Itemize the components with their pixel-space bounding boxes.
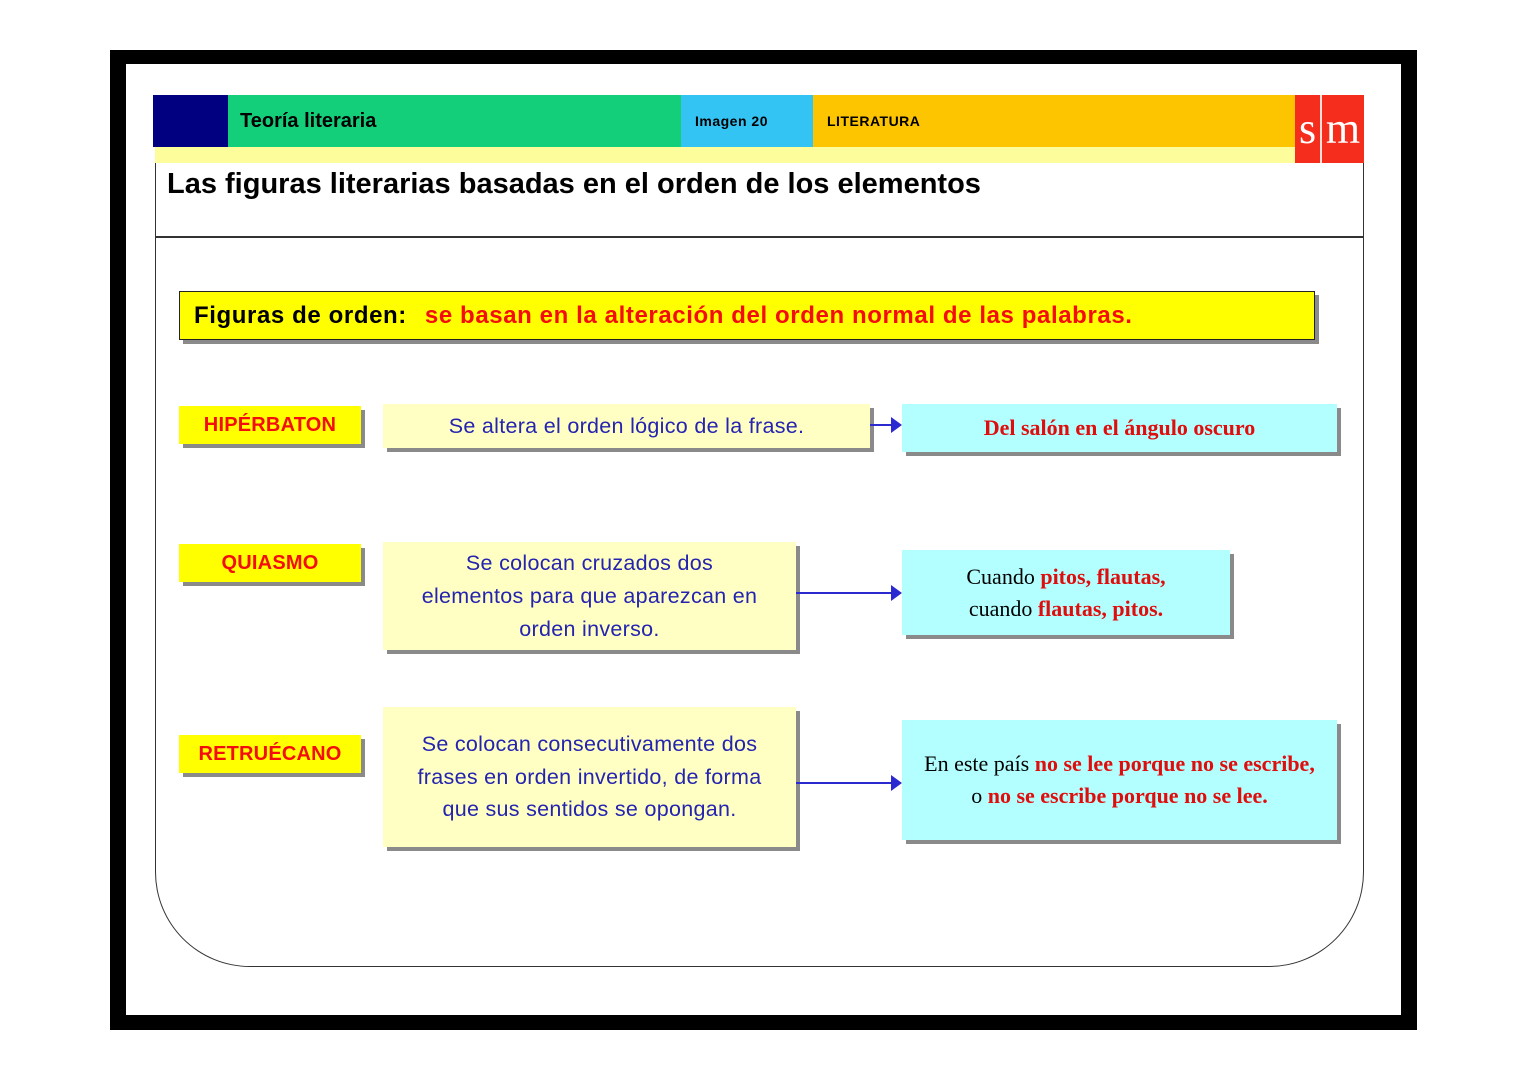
example-text: Del salón en el ángulo oscuro [983,415,1256,440]
example-text-emphasis: no se lee porque no se escribe, [1034,751,1315,776]
title-divider [155,236,1364,238]
example-text-plain: En este país [924,751,1035,776]
definition-text: se basan en la alteración del orden normal de las palabras. [424,301,1133,329]
arrow-right-icon [870,424,900,426]
header-section [228,95,681,147]
header-subject [813,95,1295,147]
arrow-right-icon [796,782,900,784]
header-image-number [681,95,813,147]
page-title: Las figuras literarias basadas en el orden de los elementos [167,168,981,200]
header-navy-block [153,95,228,147]
logo-letter-m: m [1322,95,1364,163]
example-text-emphasis: pitos, flautas, [1040,563,1166,589]
sm-logo [1295,95,1364,163]
example-text-plain: Cuando [966,563,1041,589]
image-label: Imagen 20 [695,113,768,129]
example-text-emphasis: flautas, pitos. [1037,595,1164,621]
example-text-plain: o [971,783,988,808]
subject-label: LITERATURA [827,113,921,129]
example-text-plain: cuando [968,595,1038,621]
example-quiasmo [902,550,1230,635]
arrow-right-icon [796,592,900,594]
logo-letter-s: s [1295,95,1320,163]
section-label: Teoría literaria [240,109,377,132]
example-retruecano [902,720,1337,840]
term-hiperbaton: HIPÉRBATON [179,406,361,444]
term-retruecano: RETRUÉCANO [179,735,361,773]
description-hiperbaton: Se altera el orden lógico de la frase. [383,404,870,448]
header-yellow-strip [155,147,1295,163]
definition-label: Figuras de orden: [194,301,407,329]
example-hiperbaton [902,404,1337,452]
definition-box [179,291,1315,340]
description-quiasmo: Se colocan cruzados dos elementos para que aparezcan en orden inverso. [383,542,796,650]
term-quiasmo: QUIASMO [179,544,361,582]
description-retruecano: Se colocan consecutivamente dos frases en orden invertido, de forma que sus sentidos se opongan. [383,707,796,847]
example-text-emphasis: no se escribe porque no se lee. [987,783,1268,808]
